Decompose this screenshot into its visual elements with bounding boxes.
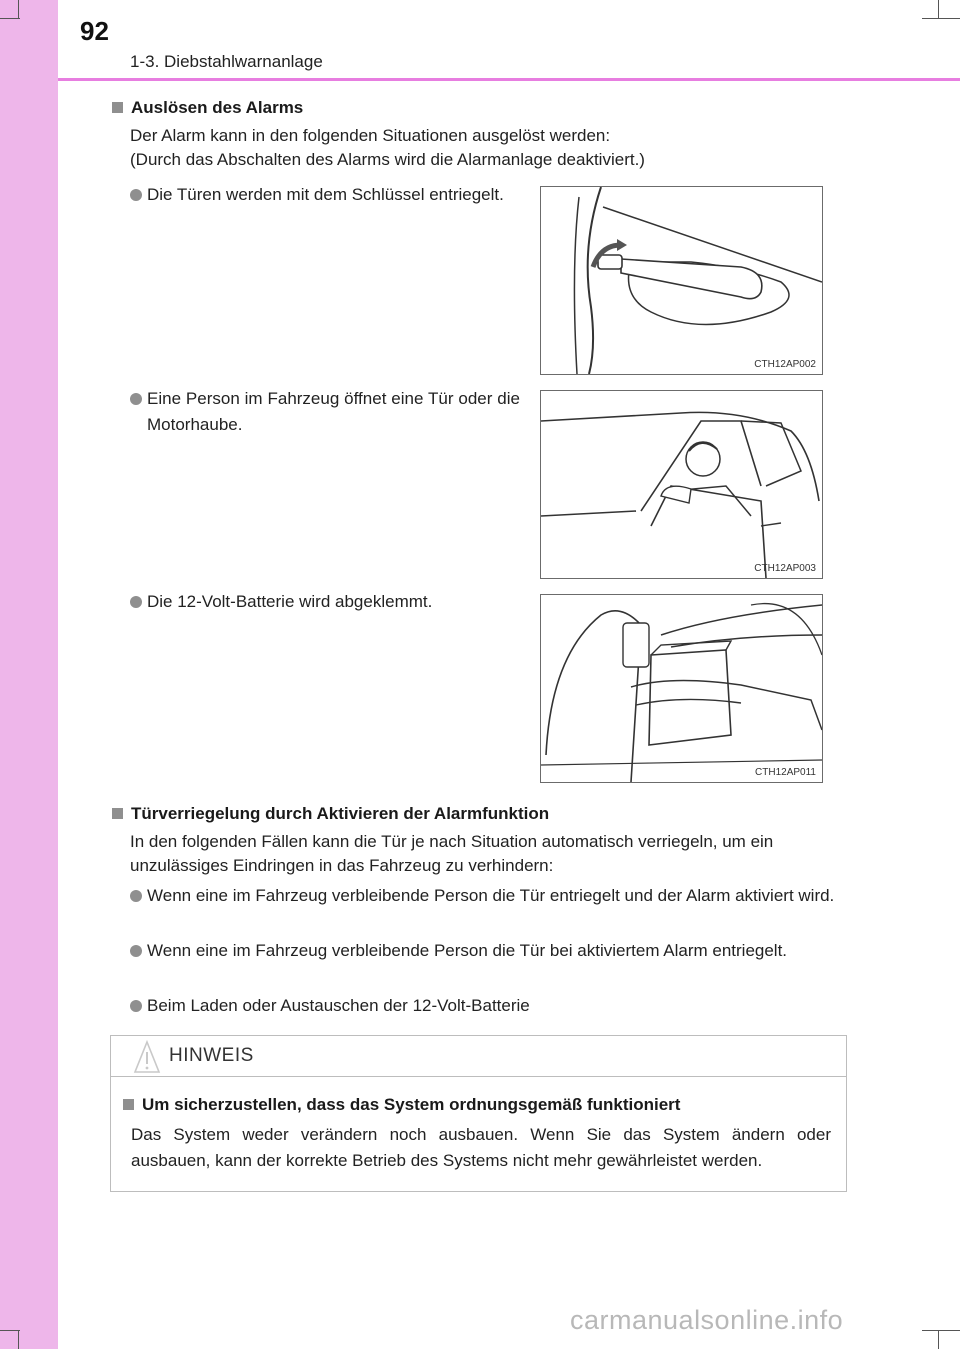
- alarm-bullet-text: Die Türen werden mit dem Schlüssel entriegelt.: [147, 185, 504, 204]
- circle-bullet-icon: [130, 945, 142, 957]
- circle-bullet-icon: [130, 393, 142, 405]
- square-bullet-icon: [112, 808, 123, 819]
- door-lock-intro: [130, 830, 773, 878]
- notice-text: Das System weder verändern noch ausbauen. Wenn Sie das System ändern oder ausbauen, kann der korrekte Betrieb des Systems nicht mehr gewährleistet werden.: [131, 1125, 831, 1170]
- door-lock-bullet-text: Wenn eine im Fahrzeug verbleibende Person die Tür bei aktiviertem Alarm entriegelt.: [147, 941, 788, 960]
- figure-code: CTH12AP003: [754, 563, 816, 574]
- notice-heading-text: Um sicherzustellen, dass das System ordnungsgemäß funktioniert: [142, 1095, 681, 1114]
- crop-mark: [922, 18, 960, 19]
- figure-code: CTH12AP002: [754, 359, 816, 370]
- figure-door-key: [540, 186, 823, 375]
- door-lock-bullet: [147, 938, 847, 964]
- door-lock-bullet: [147, 993, 847, 1019]
- alarm-intro-line: (Durch das Abschalten des Alarms wird die Alarmanlage deaktiviert.): [130, 150, 645, 169]
- circle-bullet-icon: [130, 890, 142, 902]
- alarm-trigger-heading: [112, 98, 303, 118]
- alarm-bullet-text: Eine Person im Fahrzeug öffnet eine Tür oder die Motorhaube.: [147, 389, 520, 434]
- crop-mark: [938, 0, 939, 18]
- door-lock-heading-text: Türverriegelung durch Aktivieren der Alarmfunktion: [131, 804, 550, 823]
- figure-code: CTH12AP011: [755, 767, 816, 778]
- alarm-intro-line: Der Alarm kann in den folgenden Situationen ausgelöst werden:: [130, 126, 611, 145]
- alarm-bullet-text: Die 12-Volt-Batterie wird abgeklemmt.: [147, 592, 433, 611]
- crop-mark: [938, 1330, 939, 1349]
- door-lock-bullet: [147, 883, 847, 909]
- header-rule: [58, 78, 960, 81]
- door-lock-heading: [112, 804, 549, 824]
- page-side-tab: [0, 0, 58, 1349]
- watermark: carmanualsonline.info: [570, 1305, 844, 1335]
- circle-bullet-icon: [130, 1000, 142, 1012]
- alarm-trigger-heading-text: Auslösen des Alarms: [131, 98, 304, 117]
- door-lock-bullet-text: Wenn eine im Fahrzeug verbleibende Person die Tür entriegelt und der Alarm aktiviert wird.: [147, 886, 835, 905]
- circle-bullet-icon: [130, 189, 142, 201]
- alarm-bullet-battery: [147, 589, 520, 615]
- notice-box: [110, 1035, 847, 1192]
- battery-removal-illustration-icon: [541, 595, 822, 782]
- page-number: 92: [80, 16, 109, 46]
- crop-mark: [922, 1330, 960, 1331]
- crop-mark: [0, 1330, 20, 1331]
- crop-mark: [18, 1330, 19, 1349]
- crop-mark: [0, 18, 20, 19]
- alarm-bullet-person: [147, 386, 520, 438]
- alarm-bullet-key: [147, 182, 520, 208]
- door-lock-intro-line: unzulässiges Eindringen in das Fahrzeug zu verhindern:: [130, 856, 554, 875]
- warning-triangle-icon: [133, 1040, 161, 1074]
- person-opening-door-illustration-icon: [541, 391, 822, 578]
- crop-mark: [18, 0, 19, 18]
- section-title: 1-3. Diebstahlwarnanlage: [130, 52, 323, 71]
- notice-title: HINWEIS: [169, 1045, 254, 1066]
- square-bullet-icon: [123, 1099, 134, 1110]
- door-lock-intro-line: In den folgenden Fällen kann die Tür je nach Situation automatisch verriegeln, um ein: [130, 832, 774, 851]
- alarm-intro: [130, 124, 645, 172]
- notice-header: [111, 1036, 846, 1077]
- figure-person-door: [540, 390, 823, 579]
- figure-battery: [540, 594, 823, 783]
- notice-heading: [123, 1095, 680, 1115]
- door-key-unlock-illustration-icon: [541, 187, 822, 374]
- door-lock-bullet-text: Beim Laden oder Austauschen der 12-Volt-Batterie: [147, 996, 530, 1015]
- circle-bullet-icon: [130, 596, 142, 608]
- square-bullet-icon: [112, 102, 123, 113]
